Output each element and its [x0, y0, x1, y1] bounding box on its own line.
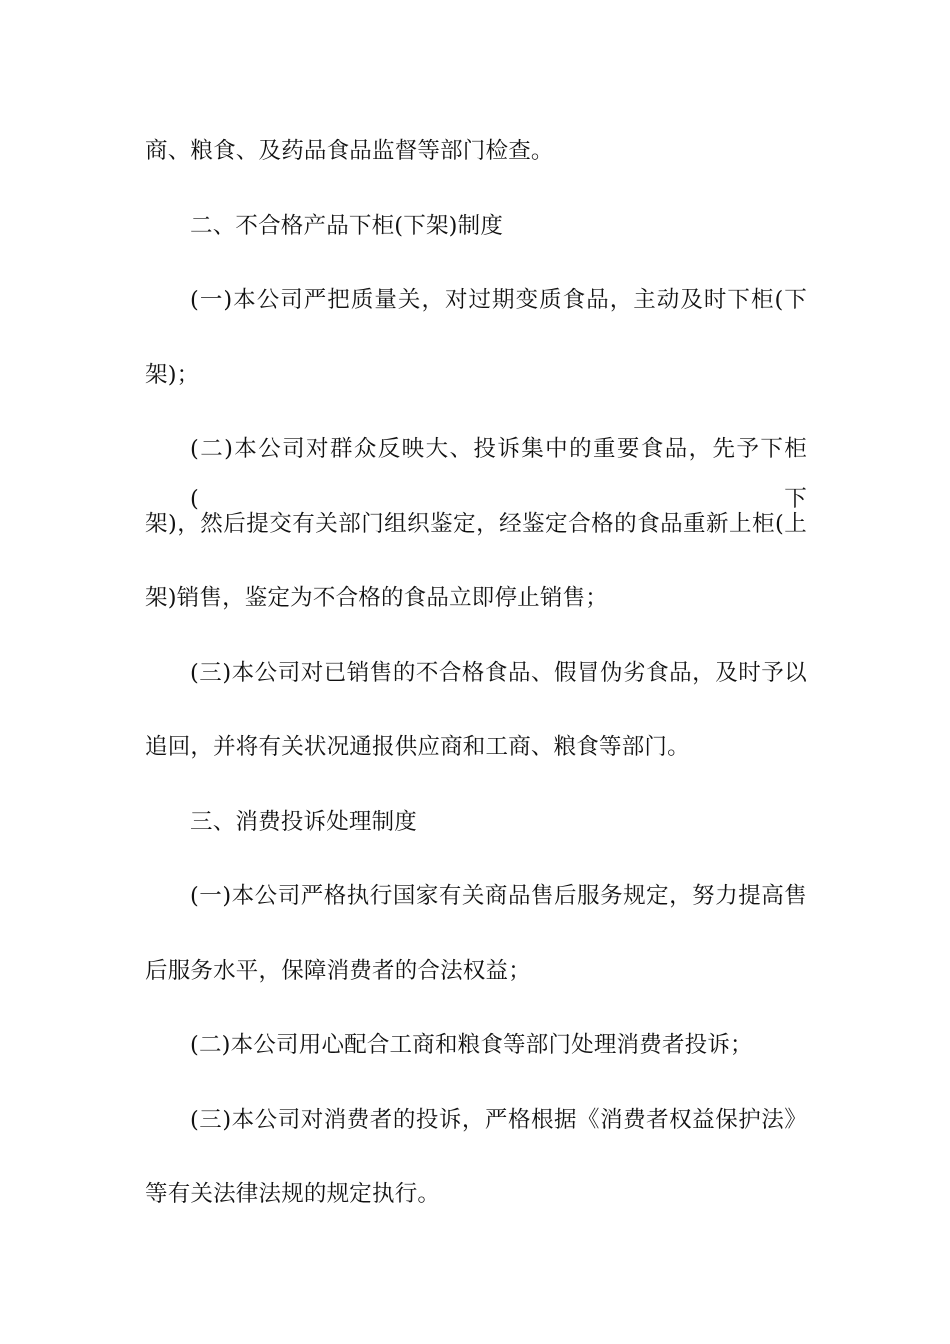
- clause-3-1-line-1: (一)本公司严格执行国家有关商品售后服务规定，努力提高售: [190, 883, 807, 909]
- clause-2-2-line-2: 架)，然后提交有关部门组织鉴定，经鉴定合格的食品重新上柜(上: [145, 510, 807, 537]
- section-heading-three: 三、消费投诉处理制度: [190, 808, 418, 835]
- clause-2-1-line-1: (一)本公司严把质量关，对过期变质食品，主动及时下柜(下: [190, 287, 807, 313]
- text-line-continuation: 商、粮食、及药品食品监督等部门检查。: [145, 138, 554, 164]
- section-heading-two: 二、不合格产品下柜(下架)制度: [190, 212, 504, 239]
- clause-3-3-line-1: (三)本公司对消费者的投诉，严格根据《消费者权益保护法》: [190, 1106, 807, 1133]
- clause-2-2-line-3: 架)销售，鉴定为不合格的食品立即停止销售；: [145, 585, 608, 611]
- document-body: [145, 126, 807, 1244]
- clause-3-2-line-1: (二)本公司用心配合工商和粮食等部门处理消费者投诉；: [190, 1032, 753, 1058]
- clause-2-1-line-2: 架)；: [145, 361, 200, 388]
- clause-2-3-line-2: 追回，并将有关状况通报供应商和工商、粮食等部门。: [145, 734, 690, 760]
- clause-3-3-line-2: 等有关法律法规的规定执行。: [145, 1181, 441, 1207]
- clause-2-2-line-1: (二)本公司对群众反映大、投诉集中的重要食品，先予下柜(下: [190, 436, 807, 512]
- clause-3-1-line-2: 后服务水平，保障消费者的合法权益；: [145, 957, 531, 984]
- clause-2-3-line-1: (三)本公司对已销售的不合格食品、假冒伪劣食品，及时予以: [190, 659, 807, 686]
